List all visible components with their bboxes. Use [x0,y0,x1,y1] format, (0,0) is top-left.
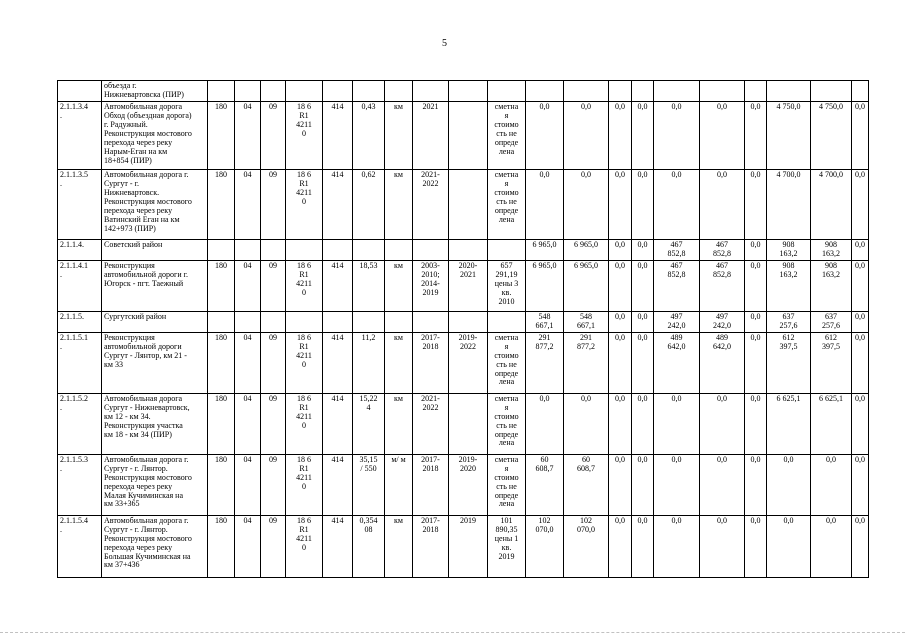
table-cell [811,81,852,102]
table-cell: 2020- 2021 [449,260,488,311]
table-cell: 2021- 2022 [413,169,449,239]
row-name-cell: Автомобильная дорога г. Сургут - г. Лянтор. Реконструкция мостового перехода через реку Большая Кучиминская на км 37+436 [102,515,208,577]
table-cell: 6 965,0 [564,260,609,311]
table-cell [353,311,385,332]
table-cell: 0,0 [811,454,852,515]
row-code-cell: 2.1.1.5.3 . [58,454,102,515]
table-cell: 09 [261,169,286,239]
table-row [58,311,869,332]
table-cell: 180 [208,260,235,311]
table-cell [353,81,385,102]
table-cell: 908 163,2 [811,260,852,311]
table-cell: 0,0 [700,169,745,239]
table-cell: 0,0 [632,239,654,260]
table-cell: 0,0 [852,393,869,454]
row-code-cell: 2.1.1.5.2 . [58,393,102,454]
table-cell [449,101,488,169]
table-cell: 467 852,8 [700,260,745,311]
table-cell: 0,0 [609,239,632,260]
table-cell: 180 [208,515,235,577]
table-cell [488,239,526,260]
table-cell: 414 [323,332,353,393]
table-cell: 548 667,1 [526,311,564,332]
table-cell: 2021- 2022 [413,393,449,454]
table-cell [385,239,413,260]
table-cell: 60 608,7 [564,454,609,515]
table-cell: км [385,260,413,311]
table-cell: 0,43 [353,101,385,169]
table-cell [700,81,745,102]
table-cell: 04 [235,454,261,515]
table-cell: 0,0 [654,393,700,454]
table-cell: 0,0 [745,311,767,332]
row-name-cell: объезда г. Нижневартовска (ПИР) [102,81,208,102]
table-cell: 04 [235,332,261,393]
table-cell [208,311,235,332]
table-cell: 414 [323,515,353,577]
row-code-cell: 2.1.1.4. [58,239,102,260]
table-cell: 0,0 [632,169,654,239]
table-cell: 6 965,0 [526,260,564,311]
table-cell: 4 700,0 [767,169,811,239]
table-cell: 0,0 [632,515,654,577]
row-code-cell: 2.1.1.5. [58,311,102,332]
table-cell: 09 [261,101,286,169]
table-cell: 2017- 2018 [413,515,449,577]
table-cell: 291 877,2 [526,332,564,393]
row-name-cell: Реконструкция автомобильной дороги Сургут - Лянтор, км 21 - км 33 [102,332,208,393]
table-cell [235,239,261,260]
table-cell: 657 291,19 цены 3 кв. 2010 [488,260,526,311]
table-cell [488,311,526,332]
table-cell: 4 700,0 [811,169,852,239]
table-cell: 18 6 R1 4211 0 [286,169,323,239]
table-cell: 908 163,2 [767,260,811,311]
table-cell: 6 965,0 [526,239,564,260]
table-cell: 11,2 [353,332,385,393]
table-cell [632,81,654,102]
table-cell: 2017- 2018 [413,332,449,393]
table-cell: 2017- 2018 [413,454,449,515]
table-cell: 18 6 R1 4211 0 [286,101,323,169]
row-name-cell: Сургутский район [102,311,208,332]
table-cell [235,311,261,332]
table-cell [488,81,526,102]
row-name-cell: Автомобильная дорога г. Сургут - г. Лянтор. Реконструкция мостового перехода через реку Малая Кучиминская на км 33+365 [102,454,208,515]
table-cell: 4 750,0 [767,101,811,169]
table-cell: 489 642,0 [700,332,745,393]
table-cell: км [385,515,413,577]
table-cell [323,81,353,102]
table-cell: 04 [235,169,261,239]
table-cell: 0,0 [609,332,632,393]
table-cell: 0,0 [852,101,869,169]
table-cell [449,393,488,454]
table-cell: 489 642,0 [654,332,700,393]
table-cell: 0,0 [609,101,632,169]
table-cell: 0,0 [745,515,767,577]
table-cell: 0,0 [526,169,564,239]
table-cell: сметна я стоимо сть не опреде лена [488,101,526,169]
table-cell: 637 257,6 [767,311,811,332]
table-cell: сметна я стоимо сть не опреде лена [488,454,526,515]
table-cell [526,81,564,102]
table-cell: 6 625,1 [767,393,811,454]
table-row [58,260,869,311]
table-cell: 2019 [449,515,488,577]
table-cell: 04 [235,101,261,169]
table-cell: 414 [323,393,353,454]
table-cell: 414 [323,454,353,515]
table-cell [852,81,869,102]
table-cell: 04 [235,515,261,577]
table-cell: 0,0 [632,332,654,393]
table-cell [767,81,811,102]
table-cell: 0,0 [745,260,767,311]
table-row [58,169,869,239]
table-cell: 612 397,5 [811,332,852,393]
table-cell [745,81,767,102]
table-cell: 09 [261,332,286,393]
scan-artifact-line [0,632,905,636]
table-cell: 637 257,6 [811,311,852,332]
table-cell: сметна я стоимо сть не опреде лена [488,393,526,454]
row-name-cell: Автомобильная дорога Обход (объездная дорога) г. Радужный. Реконструкция мостового перехода через реку Нарым-Еган на км 18+854 (ПИР) [102,101,208,169]
table-cell: км [385,169,413,239]
row-code-cell: 2.1.1.5.4 . [58,515,102,577]
table-cell [413,239,449,260]
table-cell [385,311,413,332]
table-cell: 09 [261,515,286,577]
table-cell: 18 6 R1 4211 0 [286,454,323,515]
table-cell: 0,62 [353,169,385,239]
table-cell [261,81,286,102]
table-row [58,393,869,454]
row-code-cell: 2.1.1.3.4 . [58,101,102,169]
table-cell: сметна я стоимо сть не опреде лена [488,169,526,239]
table-cell: 0,0 [609,169,632,239]
table-cell: 0,0 [852,311,869,332]
table-row [58,332,869,393]
table-cell: 0,0 [811,515,852,577]
table-cell: 0,0 [852,454,869,515]
table-cell: 0,0 [609,260,632,311]
table-cell: 180 [208,332,235,393]
table-cell: 0,0 [609,393,632,454]
table-cell: 04 [235,260,261,311]
page-number: 5 [442,38,447,49]
table-cell: 0,0 [564,101,609,169]
table-cell: 0,0 [700,454,745,515]
table-cell: 102 070,0 [526,515,564,577]
table-cell: 0,0 [767,515,811,577]
table-cell: 0,0 [654,101,700,169]
table-cell: 180 [208,393,235,454]
table-cell: 414 [323,169,353,239]
row-code-cell: 2.1.1.3.5 . [58,169,102,239]
table-cell: 908 163,2 [767,239,811,260]
table-cell: 0,0 [632,454,654,515]
table-cell: 0,0 [852,515,869,577]
table-cell: 180 [208,169,235,239]
table-cell: 0,0 [852,332,869,393]
table-cell: 497 242,0 [700,311,745,332]
table-cell: 0,0 [654,454,700,515]
table-cell: 0,0 [700,101,745,169]
table-cell [208,239,235,260]
table-cell: 15,22 4 [353,393,385,454]
table-cell: 2019- 2022 [449,332,488,393]
table-cell: 467 852,8 [700,239,745,260]
table-cell: 0,0 [700,515,745,577]
table-cell [449,169,488,239]
table-cell [323,311,353,332]
table-cell: 0,0 [632,101,654,169]
table-cell: 2021 [413,101,449,169]
table-cell: 414 [323,101,353,169]
table-cell [208,81,235,102]
table-cell: 0,0 [564,169,609,239]
table-cell: 60 608,7 [526,454,564,515]
table-cell: 09 [261,260,286,311]
table-cell: 0,0 [852,169,869,239]
table-cell: км [385,101,413,169]
table-cell: 0,0 [745,169,767,239]
table-cell: 908 163,2 [811,239,852,260]
table-cell [235,81,261,102]
table-cell: 0,0 [700,393,745,454]
table-cell: 4 750,0 [811,101,852,169]
table-cell: км [385,332,413,393]
table-cell [261,239,286,260]
table-row [58,81,869,102]
table-cell: 0,0 [526,393,564,454]
table-cell: 0,0 [564,393,609,454]
table-cell: 2019- 2020 [449,454,488,515]
table-cell: 612 397,5 [767,332,811,393]
table-cell: 35,15 / 550 [353,454,385,515]
table-cell: 0,0 [852,260,869,311]
table-cell [323,239,353,260]
table-cell: 0,0 [745,332,767,393]
table-cell [286,311,323,332]
table-cell: 0,0 [632,260,654,311]
table-cell: 0,354 08 [353,515,385,577]
table-cell: 18 6 R1 4211 0 [286,260,323,311]
table-cell [449,311,488,332]
table-cell [385,81,413,102]
table-cell [654,81,700,102]
table-cell [564,81,609,102]
table-cell [286,81,323,102]
table-cell: 2003- 2010; 2014- 2019 [413,260,449,311]
table-cell: 6 965,0 [564,239,609,260]
row-code-cell: 2.1.1.4.1 . [58,260,102,311]
row-code-cell [58,81,102,102]
table-cell [413,311,449,332]
table-cell: 291 877,2 [564,332,609,393]
table-cell: 0,0 [609,311,632,332]
table-row [58,454,869,515]
row-code-cell: 2.1.1.5.1 . [58,332,102,393]
table-cell: 0,0 [767,454,811,515]
table-cell: 09 [261,393,286,454]
table-cell: 09 [261,454,286,515]
table-cell: 0,0 [745,101,767,169]
table-cell [261,311,286,332]
table-cell: м/ м [385,454,413,515]
table-cell: 0,0 [609,515,632,577]
table-cell: 0,0 [852,239,869,260]
table-cell [449,239,488,260]
table-row [58,239,869,260]
table-cell: 0,0 [654,515,700,577]
table-cell: 18 6 R1 4211 0 [286,515,323,577]
table-cell: 180 [208,454,235,515]
table-row [58,101,869,169]
table-cell [353,239,385,260]
table-cell [286,239,323,260]
table-cell: 0,0 [609,454,632,515]
table-cell: 0,0 [632,393,654,454]
table-cell: 04 [235,393,261,454]
table-cell: сметна я стоимо сть не опреде лена [488,332,526,393]
table-cell [609,81,632,102]
table-cell: 0,0 [632,311,654,332]
row-name-cell: Автомобильная дорога г. Сургут - г. Нижневартовск. Реконструкция мостового перехода через реку Ватинский Еган на км 142+973 (ПИР) [102,169,208,239]
table-cell: 0,0 [745,239,767,260]
table-cell: 414 [323,260,353,311]
table-cell: 467 852,8 [654,260,700,311]
table-cell: 180 [208,101,235,169]
table-cell: 548 667,1 [564,311,609,332]
table-cell: 0,0 [745,393,767,454]
table-cell: 101 890,35 цены 1 кв. 2019 [488,515,526,577]
table-cell: 102 070,0 [564,515,609,577]
table-cell: 18 6 R1 4211 0 [286,332,323,393]
table-cell: 6 625,1 [811,393,852,454]
table-cell [449,81,488,102]
table-row [58,515,869,577]
row-name-cell: Реконструкция автомобильной дороги г. Югорск - пгт. Таежный [102,260,208,311]
budget-table [57,80,869,578]
row-name-cell: Советский район [102,239,208,260]
table-cell: 0,0 [745,454,767,515]
table-cell: км [385,393,413,454]
table-cell: 18 6 R1 4211 0 [286,393,323,454]
table-cell: 497 242,0 [654,311,700,332]
table-cell [413,81,449,102]
table-cell: 467 852,8 [654,239,700,260]
table-cell: 0,0 [654,169,700,239]
table-cell: 18,53 [353,260,385,311]
row-name-cell: Автомобильная дорога Сургут - Нижневартовск, км 12 - км 34. Реконструкция участка км 18 - км 34 (ПИР) [102,393,208,454]
table-cell: 0,0 [526,101,564,169]
